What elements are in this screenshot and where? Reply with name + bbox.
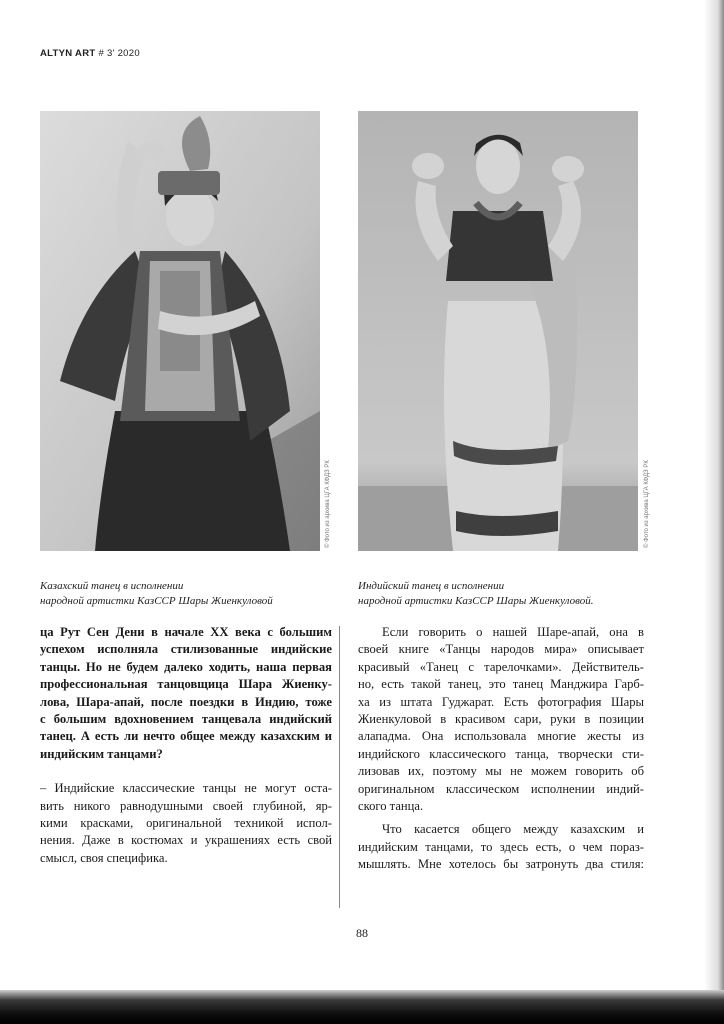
text-line: танцы. Но не будем далеко ходить, наша первая: [40, 659, 332, 674]
text-line: мышлять. Мне хотелось бы затронуть два стиля:: [358, 857, 644, 872]
text-line: алападма. Она использовала многие жесты из: [358, 729, 644, 744]
text-line: красивый «Танец с тарелочками». Действитель-: [358, 659, 644, 674]
body-paragraph: [358, 624, 644, 815]
text-line: Что касается общего между казахским и: [382, 822, 644, 837]
text-line: смысл, своя специфика.: [40, 850, 168, 865]
caption-kazakh-dance: [40, 579, 320, 609]
text-line: профессиональная танцовщица Шара Жиенку-: [40, 677, 332, 692]
text-line: Жиенкуловой в красивом сари, руки в позиции: [358, 712, 644, 727]
text-line: индийским танцами, то здесь есть, о чем пораз-: [358, 839, 644, 854]
text-line: танец. А есть ли нечто общее между казахским и: [40, 729, 332, 744]
interview-answer: [40, 780, 332, 867]
photo-credit-right: © Фото из архива ЦГА КФДЗ РК: [644, 460, 650, 548]
text-column-right: [358, 624, 644, 874]
text-line: индийским танцами?: [40, 746, 163, 761]
page-number: 88: [356, 926, 368, 940]
text-line: индийского классического танца, творчески сти-: [358, 746, 644, 761]
text-column-left: [40, 624, 332, 867]
text-line: ха из штата Гуджарат. Есть фотография Шары: [358, 694, 644, 709]
caption-line: Индийский танец в исполнении: [358, 580, 505, 592]
body-paragraph: [358, 821, 644, 873]
scan-bottom-edge: [0, 990, 724, 1024]
text-line: но, есть такой танец, это танец Манджира Гарб-: [358, 677, 644, 692]
text-line: лизовав их, поэтому мы не можем говорить об: [358, 764, 644, 779]
text-line: ского танца.: [358, 799, 424, 814]
photo-indian-dance: [358, 111, 638, 551]
interview-question: [40, 624, 332, 763]
page-header: [40, 48, 140, 59]
caption-line: Казахский танец в исполнении: [40, 580, 184, 592]
photo-kazakh-dance: [40, 111, 320, 551]
caption-indian-dance: [358, 579, 638, 609]
column-divider: [339, 626, 340, 908]
magazine-title: ALTYN ART: [40, 48, 96, 59]
text-line: успехом исполняла стилизованные индийские: [40, 642, 332, 657]
page-edge-shadow: [704, 0, 724, 1024]
text-line: кими красками, оригинальной техникой испол-: [40, 816, 332, 831]
issue-number: # 3' 2020: [98, 48, 140, 59]
text-line: – Индийские классические танцы не могут оста-: [40, 781, 332, 796]
photo-credit-left: © Фото из архива ЦГА КФДЗ РК: [325, 460, 331, 548]
caption-line: народной артистки КазССР Шары Жиенкуловой.: [358, 595, 594, 607]
text-line: вить никого равнодушными своей глубиной, яр-: [40, 798, 332, 813]
caption-line: народной артистки КазССР Шары Жиенкуловой: [40, 595, 273, 607]
text-line: нения. Даже в костюмах и украшениях есть свой: [40, 833, 332, 848]
text-line: оригинальном классическом исполнении индий-: [358, 781, 644, 796]
text-line: лова, Шара-апай, после поездки в Индию, тоже: [40, 694, 332, 709]
text-line: с большим вдохновением танцевала индийский: [40, 712, 332, 727]
text-line: Если говорить о нашей Шаре-апай, она в: [382, 625, 644, 639]
text-line: ца Рут Сен Дени в начале XX века с большим: [40, 625, 332, 639]
text-line: своей книге «Танцы народов мира» описывает: [358, 642, 644, 657]
